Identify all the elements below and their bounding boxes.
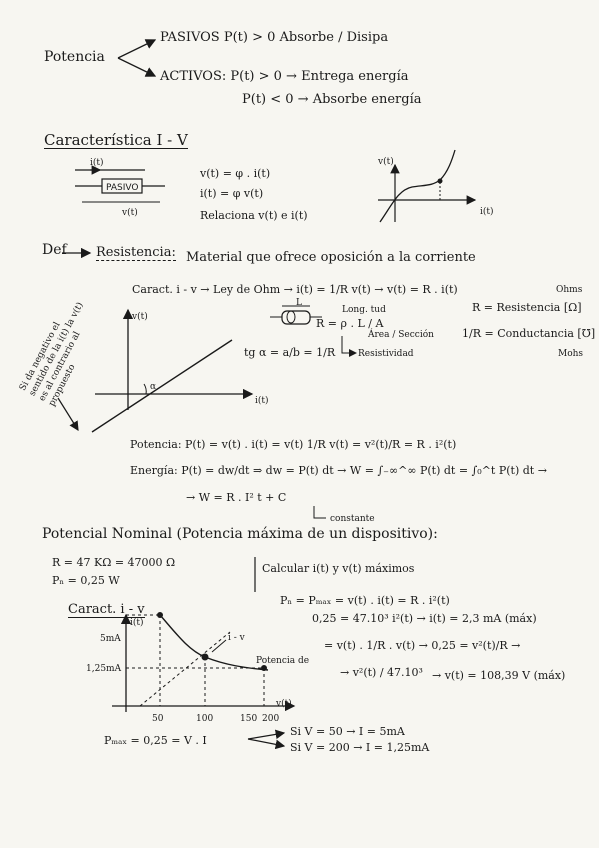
pn-numeric: 0,25 = 47.10³ i²(t) → i(t) = 2,3 mA (máx) (312, 612, 537, 625)
iv-curve-pointer (212, 640, 226, 652)
iv-small-v-label: v(t) (378, 157, 394, 167)
pasivo-box-label: PASIVO (106, 183, 139, 193)
hyper-y-5ma: 5mA (100, 634, 121, 644)
resistencia-definition: Material que ofrece oposición a la corriente (186, 250, 476, 265)
potencia-de-label: Potencia de (256, 656, 310, 666)
constante-label: constante (330, 514, 375, 524)
long-tud-label: Long. tud (342, 305, 386, 315)
v-numeric-b: → v(t) = 108,39 V (máx) (432, 669, 566, 682)
w-equation: → W = R . I² t + C (186, 491, 287, 504)
v-equation: = v(t) . 1/R . v(t) → 0,25 = v²(t)/R → (324, 639, 521, 652)
activos-positive-line: ACTIVOS: P(t) > 0 → Entrega energía (160, 69, 409, 84)
resistencia-label: Resistencia: (96, 245, 176, 260)
caract-iv-label: Caract. i - v (68, 602, 145, 617)
si-200-result: Si V = 200 → I = 1,25mA (290, 741, 430, 754)
linear-v-label: v(t) (132, 312, 148, 322)
resistividad-hook (342, 336, 356, 353)
r-resistencia-label: R = Resistencia [Ω] (472, 301, 582, 314)
hyper-y-125ma: 1,25mA (86, 664, 122, 674)
potencia-label: Potencia (44, 49, 105, 65)
potencia-equation: Potencia: P(t) = v(t) . i(t) = v(t) 1/R v(t) = v²(t)/R = R . i²(t) (130, 438, 457, 451)
iv-small-point (438, 179, 443, 184)
hyper-curve (160, 615, 268, 670)
resistor-l-label: L (296, 298, 302, 308)
constante-hook (314, 506, 326, 518)
def-label: Def (42, 242, 67, 258)
energia-equation: Energía: P(t) = dw/dt ⇒ dw = P(t) dt → W = ∫₋∞^∞ P(t) dt = ∫₀^t P(t) dt → (130, 464, 547, 477)
sign-side-note: Si da negativo el sentido de la i(t) la v(t) es al contrario al propuesto (18, 300, 86, 409)
ohms-label: Ohms (556, 285, 583, 295)
hyper-x-150: 150 (240, 714, 258, 724)
pasivos-line: PASIVOS P(t) > 0 Absorbe / Disipa (160, 30, 389, 45)
pn-equation: Pₙ = Pₘₐₓ = v(t) . i(t) = R . i²(t) (280, 594, 450, 607)
iv-relacion: Relaciona v(t) e i(t) (200, 209, 308, 222)
pmax-equation: Pₘₐₓ = 0,25 = V . I (104, 734, 207, 747)
pasivo-v-label: v(t) (122, 208, 138, 218)
arrow-pasivos (118, 40, 155, 58)
calcular-instruction: Calcular i(t) y v(t) máximos (262, 562, 415, 575)
linear-i-label: i(t) (255, 396, 269, 406)
r-value: R = 47 KΩ = 47000 Ω (52, 556, 176, 569)
pn-value: Pₙ = 0,25 W (52, 574, 120, 587)
ohm-law-line: Caract. i - v → Ley de Ohm → i(t) = 1/R v(t) → v(t) = R . i(t) (132, 283, 458, 296)
si-50-result: Si V = 50 → I = 5mA (290, 725, 405, 738)
area-seccion-label: Área / Sección (368, 330, 434, 340)
resistividad-label: Resistividad (358, 349, 414, 359)
resistor-end (287, 311, 295, 323)
side-note-arrow (58, 398, 78, 430)
iv-section-title: Característica I - V (44, 131, 188, 149)
activos-negative-line: P(t) < 0 → Absorbe energía (242, 92, 422, 107)
hyper-point-100 (202, 654, 209, 661)
v-numeric-a: → v²(t) / 47.10³ (340, 666, 423, 679)
pasivo-i-label: i(t) (90, 158, 104, 168)
hyper-x-100: 100 (196, 714, 214, 724)
hyper-i-label: i(t) (130, 618, 144, 628)
iv-eq1: v(t) = φ . i(t) (200, 167, 271, 180)
hyper-point-50 (157, 612, 163, 618)
iv-eq2: i(t) = φ v(t) (200, 187, 264, 200)
hyper-x-200: 200 (262, 714, 280, 724)
iv-small-i-label: i(t) (480, 207, 494, 217)
hyper-v-label: v(t) (276, 699, 292, 709)
pmax-arrow-1 (248, 733, 284, 739)
linear-line (92, 340, 232, 432)
pmax-arrow-2 (248, 739, 284, 746)
alpha-label: α (150, 382, 157, 392)
hyper-x-50: 50 (152, 714, 164, 724)
arrow-activos (118, 58, 155, 76)
hyper-iv-curve-label: i - v (228, 633, 245, 643)
conductancia-label: 1/R = Conductancia [℧] (462, 327, 596, 340)
resistor-body (282, 311, 310, 324)
tangent-eq: tg α = a/b = 1/R (244, 346, 336, 359)
nominal-title: Potencial Nominal (Potencia máxima de un dispositivo): (42, 526, 438, 542)
alpha-arc (144, 384, 146, 394)
mohs-label: Mohs (558, 349, 584, 359)
resistance-formula: R = ρ . L / A (316, 317, 384, 330)
